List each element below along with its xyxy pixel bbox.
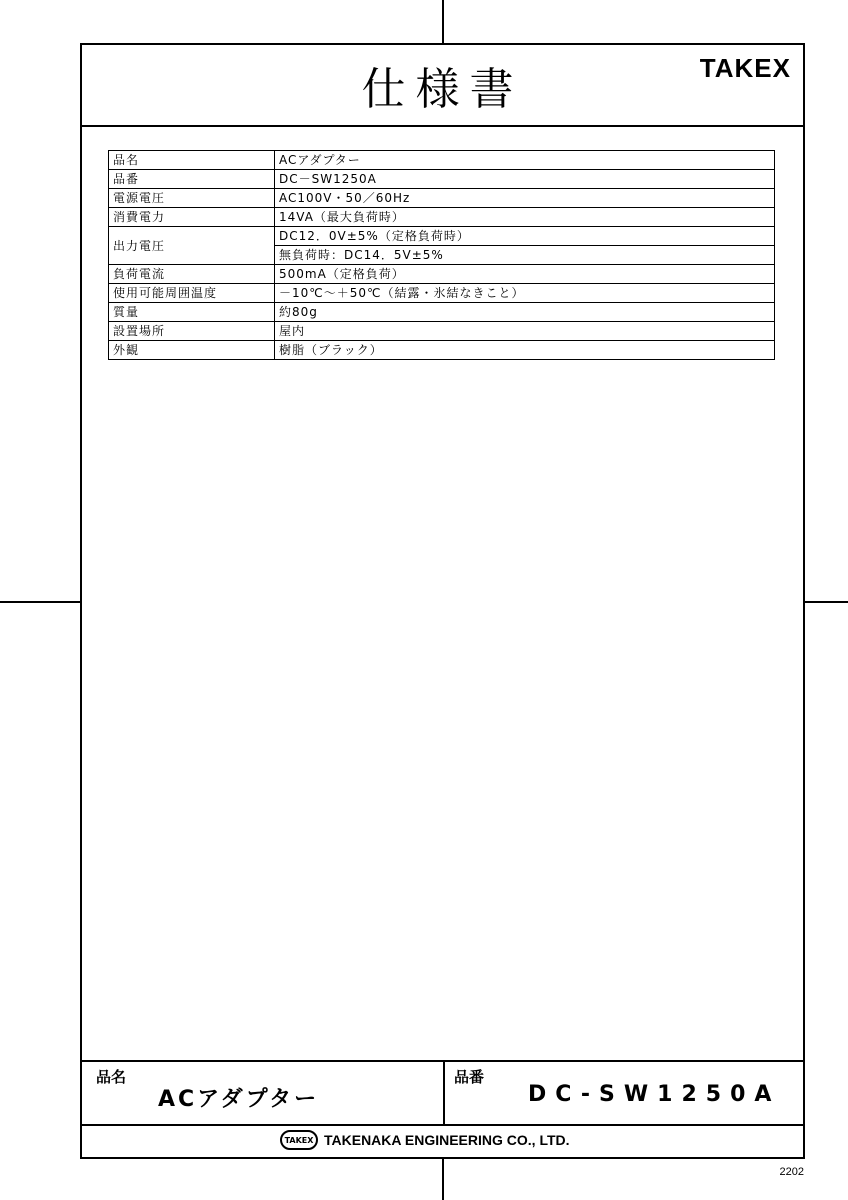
document-title: 仕様書: [361, 64, 524, 115]
spec-value: 樹脂（ブラック）: [275, 341, 775, 360]
spec-value: －10℃～＋50℃（結露・氷結なきこと）: [275, 284, 775, 303]
spec-value: DC－SW1250A: [275, 170, 775, 189]
spec-key: 消費電力: [109, 208, 275, 227]
footer-name-label: 品名: [96, 1068, 127, 1086]
spec-value: 屋内: [275, 322, 775, 341]
spec-key: 設置場所: [109, 322, 275, 341]
spec-key: 品名: [109, 151, 275, 170]
brand-logo-text: TAKEX: [699, 53, 791, 83]
spec-value: 14VA（最大負荷時）: [275, 208, 775, 227]
spec-row: [109, 284, 775, 303]
spec-key: 電源電圧: [109, 189, 275, 208]
spec-key: 外観: [109, 341, 275, 360]
crop-mark-bottom: [442, 1159, 444, 1200]
spec-key: 出力電圧: [109, 227, 275, 265]
spec-row: [109, 303, 775, 322]
spec-row: [109, 189, 775, 208]
footer-divider: [443, 1062, 445, 1124]
crop-mark-top: [442, 0, 444, 43]
spec-row: [109, 208, 775, 227]
document-header: [82, 45, 803, 127]
spec-key: 負荷電流: [109, 265, 275, 284]
footer-name-value: ACアダプター: [158, 1087, 320, 1112]
spec-value: 約80g: [275, 303, 775, 322]
spec-row: [109, 341, 775, 360]
spec-value: ACアダプター: [275, 151, 775, 170]
spec-value: 500mA（定格負荷）: [275, 265, 775, 284]
spec-key: 品番: [109, 170, 275, 189]
document-number: 2202: [779, 1166, 804, 1178]
spec-value: AC100V・50／60Hz: [275, 189, 775, 208]
spec-row: [109, 170, 775, 189]
footer-product-block: [82, 1060, 803, 1126]
company-logo-mark: TAKEX: [280, 1130, 318, 1150]
spec-key: 使用可能周囲温度: [109, 284, 275, 303]
spec-key: 質量: [109, 303, 275, 322]
footer-number-value: DC-SW1250A: [528, 1082, 781, 1107]
spec-table-body: [109, 151, 775, 360]
spec-row: [109, 227, 775, 246]
company-name: TAKENAKA ENGINEERING CO., LTD.: [324, 1132, 570, 1148]
document-frame: [80, 43, 805, 1159]
company-block: [82, 1124, 803, 1157]
spec-row: [109, 265, 775, 284]
company-line: [280, 1130, 570, 1150]
spec-table: [108, 150, 775, 360]
crop-mark-right: [805, 601, 848, 603]
spec-row: [109, 322, 775, 341]
spec-row: [109, 151, 775, 170]
spec-value: DC12．0V±5%（定格負荷時）: [275, 227, 775, 246]
crop-mark-left: [0, 601, 80, 603]
spec-value: 無負荷時：DC14．5V±5%: [275, 246, 775, 265]
footer-number-label: 品番: [454, 1068, 485, 1086]
